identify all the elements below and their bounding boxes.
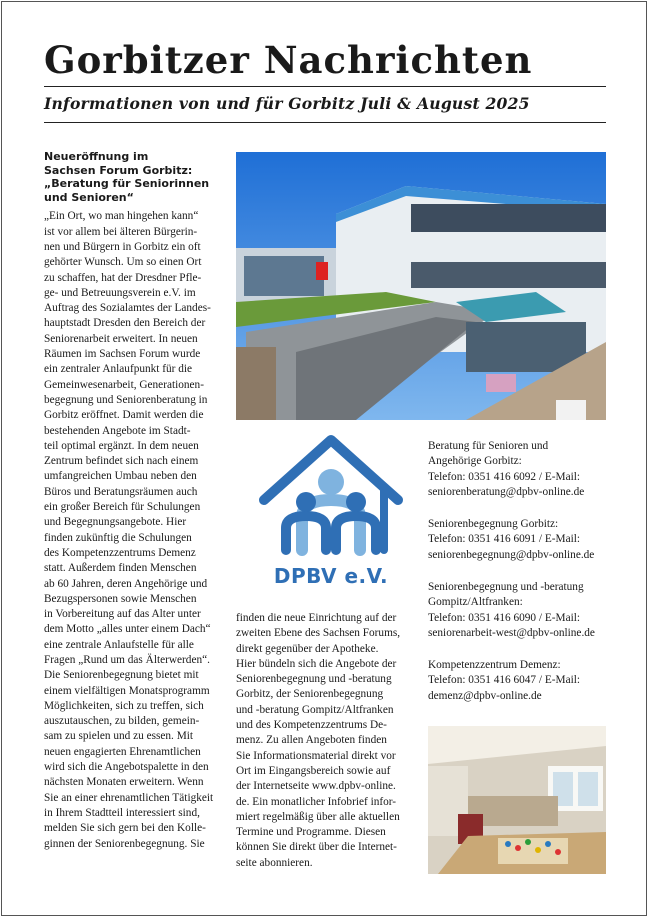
text-line: seite abonnieren.	[236, 856, 313, 869]
text-line: hauptstadt Dresden den Bereich der	[44, 317, 206, 330]
text-line: in Ihrem Stadtteil interessiert sind,	[44, 806, 200, 819]
contact-block	[428, 580, 595, 641]
text-line: Räumen im Sachsen Forum wurde	[44, 348, 201, 361]
text-line: finden zukünftig die Schulungen	[44, 531, 192, 544]
text-line: neuen engagierten Ehrenamtlichen	[44, 745, 201, 758]
text-line: Zentrum befindet sich nach einem	[44, 455, 199, 468]
contact-email[interactable]: seniorenbegegnung@dpbv-online.de	[428, 548, 595, 561]
text-line: ist vor allem bei älteren Bürgerin-	[44, 225, 198, 238]
newspaper-subtitle: Informationen von und für Gorbitz Juli & August 2025	[44, 94, 530, 113]
text-line: nen und Bürgern in Gorbitz ein oft	[44, 240, 201, 253]
text-line: Sie Informationsmaterial direkt vor	[236, 749, 396, 762]
text-line: Termine und Programme. Diesen	[236, 826, 386, 839]
headline-line: „Beratung für Seniorinnen	[44, 177, 210, 191]
text-line: ein zentraler Anlaufpunkt für die	[44, 363, 193, 376]
text-line: menz. Zu allen Angeboten finden	[236, 734, 387, 747]
contact-line: Gompitz/Altfranken:	[428, 596, 523, 609]
text-line: Sie an einer ehrenamtlichen Tätigkeit	[44, 791, 214, 804]
text-line: auszutauschen, zu bilden, gemein-	[44, 715, 200, 728]
text-line: wird sich die Angebotspalette in den	[44, 761, 209, 774]
newspaper-title: Gorbitzer Nachrichten	[44, 38, 533, 82]
text-line: eine zentrale Anlaufstelle für alle	[44, 638, 194, 651]
subtitle-rule	[44, 122, 606, 123]
text-line: de. Ein monatlicher Infobrief infor-	[236, 795, 397, 808]
text-line: Gemeinwesenarbeit, Generationen-	[44, 378, 204, 391]
text-line: ginnen der Seniorenbegegnung. Sie	[44, 837, 205, 850]
text-line: Gorbitz eröffnet. Damit werden die	[44, 409, 204, 422]
title-rule	[44, 86, 606, 87]
text-line: Fragen „Rund um das Älterwerden“.	[44, 653, 210, 666]
text-line: gehörter Wunsch. Um so einen Ort	[44, 256, 202, 269]
text-line: Die Seniorenbegegnung bietet mit	[44, 669, 199, 682]
text-line: bestehenden Angebote im Stadt-	[44, 424, 191, 437]
headline-line: Neueröffnung im	[44, 150, 149, 163]
text-line: umfangreichen Umbau neben den	[44, 470, 197, 483]
article-headline	[44, 150, 232, 204]
text-line: sam zu spielen und zu essen. Mit	[44, 730, 194, 743]
contact-block	[428, 517, 594, 563]
text-line: Möglichkeiten, sich zu treffen, sich	[44, 699, 204, 712]
text-line: direkt gegenüber der Apotheke.	[236, 642, 379, 655]
headline-line: und Senioren“	[44, 190, 134, 204]
text-line: können Sie direkt über die Internet-	[236, 841, 397, 854]
contact-line: Seniorenbegegnung und -beratung	[428, 581, 584, 593]
article-body-column-1	[44, 209, 232, 851]
text-line: und des Kompetenzzentrums De-	[236, 719, 387, 732]
text-line: melden Sie sich gern bei den Kolle-	[44, 822, 206, 835]
text-line: ein großer Bereich für Schulungen	[44, 501, 201, 514]
text-line: Seniorenarbeit erweitert. In neuen	[44, 332, 198, 345]
article-column-1	[44, 150, 232, 852]
logo-text: DPBV e.V.	[273, 564, 389, 588]
contact-block	[428, 439, 584, 500]
text-line: zweiten Ebene des Sachsen Forums,	[236, 627, 401, 640]
headline-line: Sachsen Forum Gorbitz:	[44, 163, 193, 177]
text-line: und -beratung Gompitz/Altfranken	[236, 703, 394, 716]
text-line: einem vielfältigen Monatsprogramm	[44, 684, 210, 697]
text-line: ge- und Betreuungsverein e.V. im	[44, 286, 196, 299]
text-line: des Kompetenzzentrums Demenz	[44, 546, 196, 559]
text-line: dem Motto „alles unter einem Dach“	[44, 623, 211, 636]
dpbv-logo	[256, 432, 406, 602]
contact-line: Kompetenzzentrum Demenz:	[428, 659, 561, 671]
text-line: Hier bündeln sich die Angebote der	[236, 657, 397, 670]
contact-email[interactable]: demenz@dpbv-online.de	[428, 689, 542, 702]
text-line: teil optimal ergänzt. In dem neuen	[44, 439, 199, 452]
text-line: Auftrag des Sozialamtes der Landes-	[44, 302, 211, 315]
text-line: Ort im Eingangsbereich sowie auf	[236, 764, 391, 777]
text-line: Bezugspersonen sowie Menschen	[44, 592, 197, 605]
text-line: miert regelmäßig über alle aktuellen	[236, 810, 400, 823]
contact-line: Telefon: 0351 416 6092 / E-Mail:	[428, 470, 581, 483]
text-line: begegnung und Seniorenberatung in	[44, 393, 208, 406]
contact-block	[428, 658, 580, 704]
contact-line: Telefon: 0351 416 6090 / E-Mail:	[428, 611, 581, 624]
text-line: Büros und Beratungsräumen auch	[44, 485, 198, 498]
contact-line: Telefon: 0351 416 6047 / E-Mail:	[428, 674, 581, 687]
text-line: in Vorbereitung auf das Alter unter	[44, 608, 201, 621]
text-line: „Ein Ort, wo man hingehen kann“	[44, 210, 199, 223]
contact-email[interactable]: seniorenberatung@dpbv-online.de	[428, 485, 585, 498]
text-line: Seniorenbegegnung und -beratung	[236, 673, 392, 686]
building-photo	[236, 152, 606, 420]
text-line: der Internetseite www.dpbv-online.	[236, 780, 396, 793]
article-column-2	[236, 611, 412, 871]
text-line: ab 60 Jahren, deren Angehörige und	[44, 577, 208, 590]
interior-photo	[428, 726, 606, 874]
text-line: Gorbitz, der Seniorenbegegnung	[236, 688, 384, 701]
contact-line: Seniorenbegegnung Gorbitz:	[428, 518, 559, 530]
text-line: zu schaffen, hat der Dresdner Pfle-	[44, 271, 202, 284]
contact-line: Angehörige Gorbitz:	[428, 455, 522, 468]
text-line: finden die neue Einrichtung auf der	[236, 612, 397, 624]
text-line: nächsten Monaten erweitern. Wenn	[44, 776, 204, 789]
text-line: und Begegnungsangebote. Hier	[44, 516, 187, 529]
contact-email[interactable]: seniorenarbeit-west@dpbv-online.de	[428, 626, 595, 639]
contact-line: Beratung für Senioren und	[428, 440, 549, 452]
text-line: statt. Außerdem finden Menschen	[44, 562, 197, 575]
contact-line: Telefon: 0351 416 6091 / E-Mail:	[428, 533, 581, 546]
